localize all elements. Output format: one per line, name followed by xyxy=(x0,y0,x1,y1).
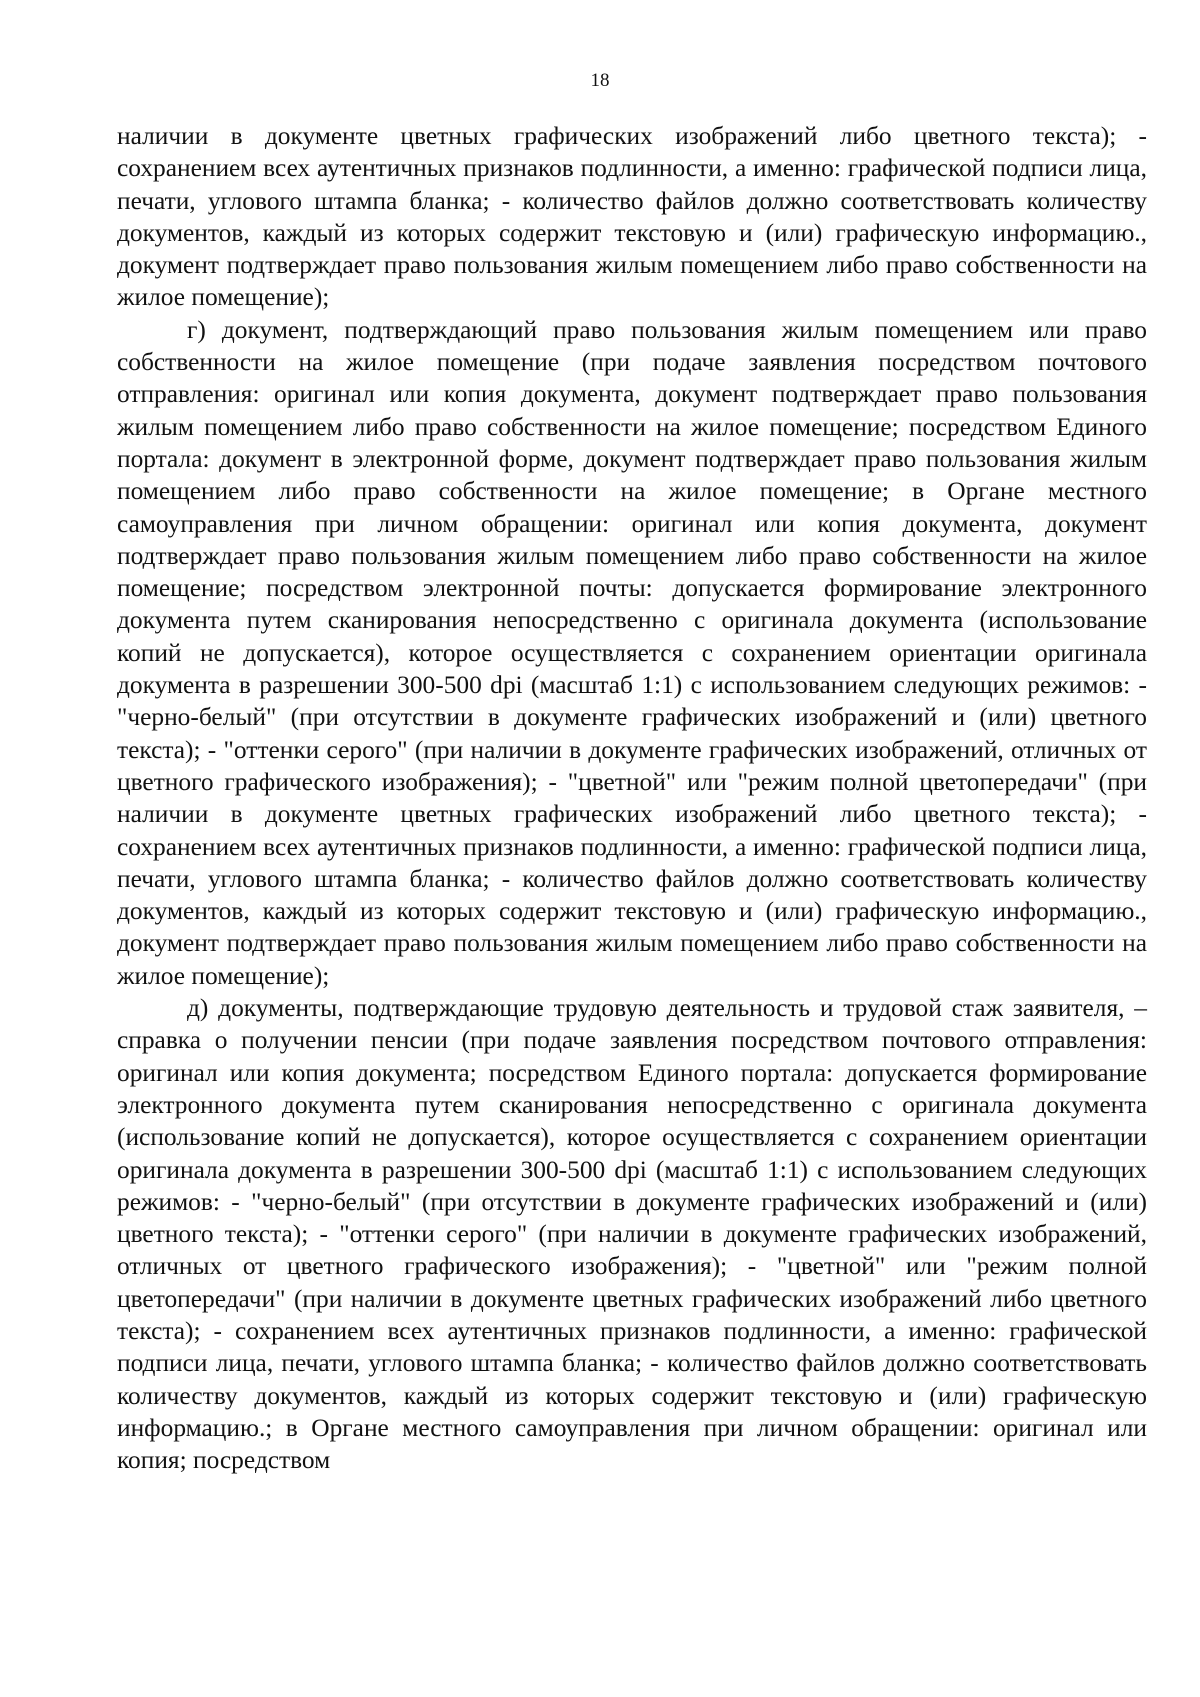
page-number: 18 xyxy=(590,70,610,91)
document-body xyxy=(117,120,1147,1476)
paragraph-continuation: наличии в документе цветных графических изображений либо цветного текста); - сохранением всех аутентичных признаков подлинности, а именно: графической подписи лица, печати, углового штампа бланка; - количество файлов должно соответствовать количеству документов, каждый из которых содержит текстовую и (или) графическую информацию., документ подтверждает право пользования жилым помещением либо право собственности на жилое помещение); xyxy=(117,122,1147,312)
paragraph-item-d: д) документы, подтверждающие трудовую деятельность и трудовой стаж заявителя, – справка о получении пенсии (при подаче заявления посредством почтового отправления: оригинал или копия документа; посредством Единого портала: допускается формирование электронного документа путем сканирования непосредственно с оригинала документа (использование копий не допускается), которое осуществляется с сохранением ориентации оригинала документа в разрешении 300-500 dpi (масштаб 1:1) с использованием следующих режимов: - "черно-белый" (при отсутствии в документе графических изображений и (или) цветного текста); - "оттенки серого" (при наличии в документе графических изображений, отличных от цветного графического изображения); - "цветной" или "режим полной цветопередачи" (при наличии в документе цветных графических изображений либо цветного текста); - сохранением всех аутентичных признаков подлинности, а именно: графической подписи лица, печати, углового штампа бланка; - количество файлов должно соответствовать количеству документов, каждый из которых содержит текстовую и (или) графическую информацию.; в Органе местного самоуправления при личном обращении: оригинал или копия; посредством xyxy=(117,994,1147,1475)
paragraph-item-g: г) документ, подтверждающий право пользования жилым помещением или право собственности на жилое помещение (при подаче заявления посредством почтового отправления: оригинал или копия документа, документ подтверждает право пользования жилым помещением либо право собственности на жилое помещение; посредством Единого портала: документ в электронной форме, документ подтверждает право пользования жилым помещением либо право собственности на жилое помещение; в Органе местного самоуправления при личном обращении: оригинал или копия документа, документ подтверждает право пользования жилым помещением либо право собственности на жилое помещение; посредством электронной почты: допускается формирование электронного документа путем сканирования непосредственно с оригинала документа (использование копий не допускается), которое осуществляется с сохранением ориентации оригинала документа в разрешении 300-500 dpi (масштаб 1:1) с использованием следующих режимов: - "черно-белый" (при отсутствии в документе графических изображений и (или) цветного текста); - "оттенки серого" (при наличии в документе графических изображений, отличных от цветного графического изображения); - "цветной" или "режим полной цветопередачи" (при наличии в документе цветных графических изображений либо цветного текста); - сохранением всех аутентичных признаков подлинности, а именно: графической подписи лица, печати, углового штампа бланка; - количество файлов должно соответствовать количеству документов, каждый из которых содержит текстовую и (или) графическую информацию., документ подтверждает право пользования жилым помещением либо право собственности на жилое помещение); xyxy=(117,315,1147,990)
